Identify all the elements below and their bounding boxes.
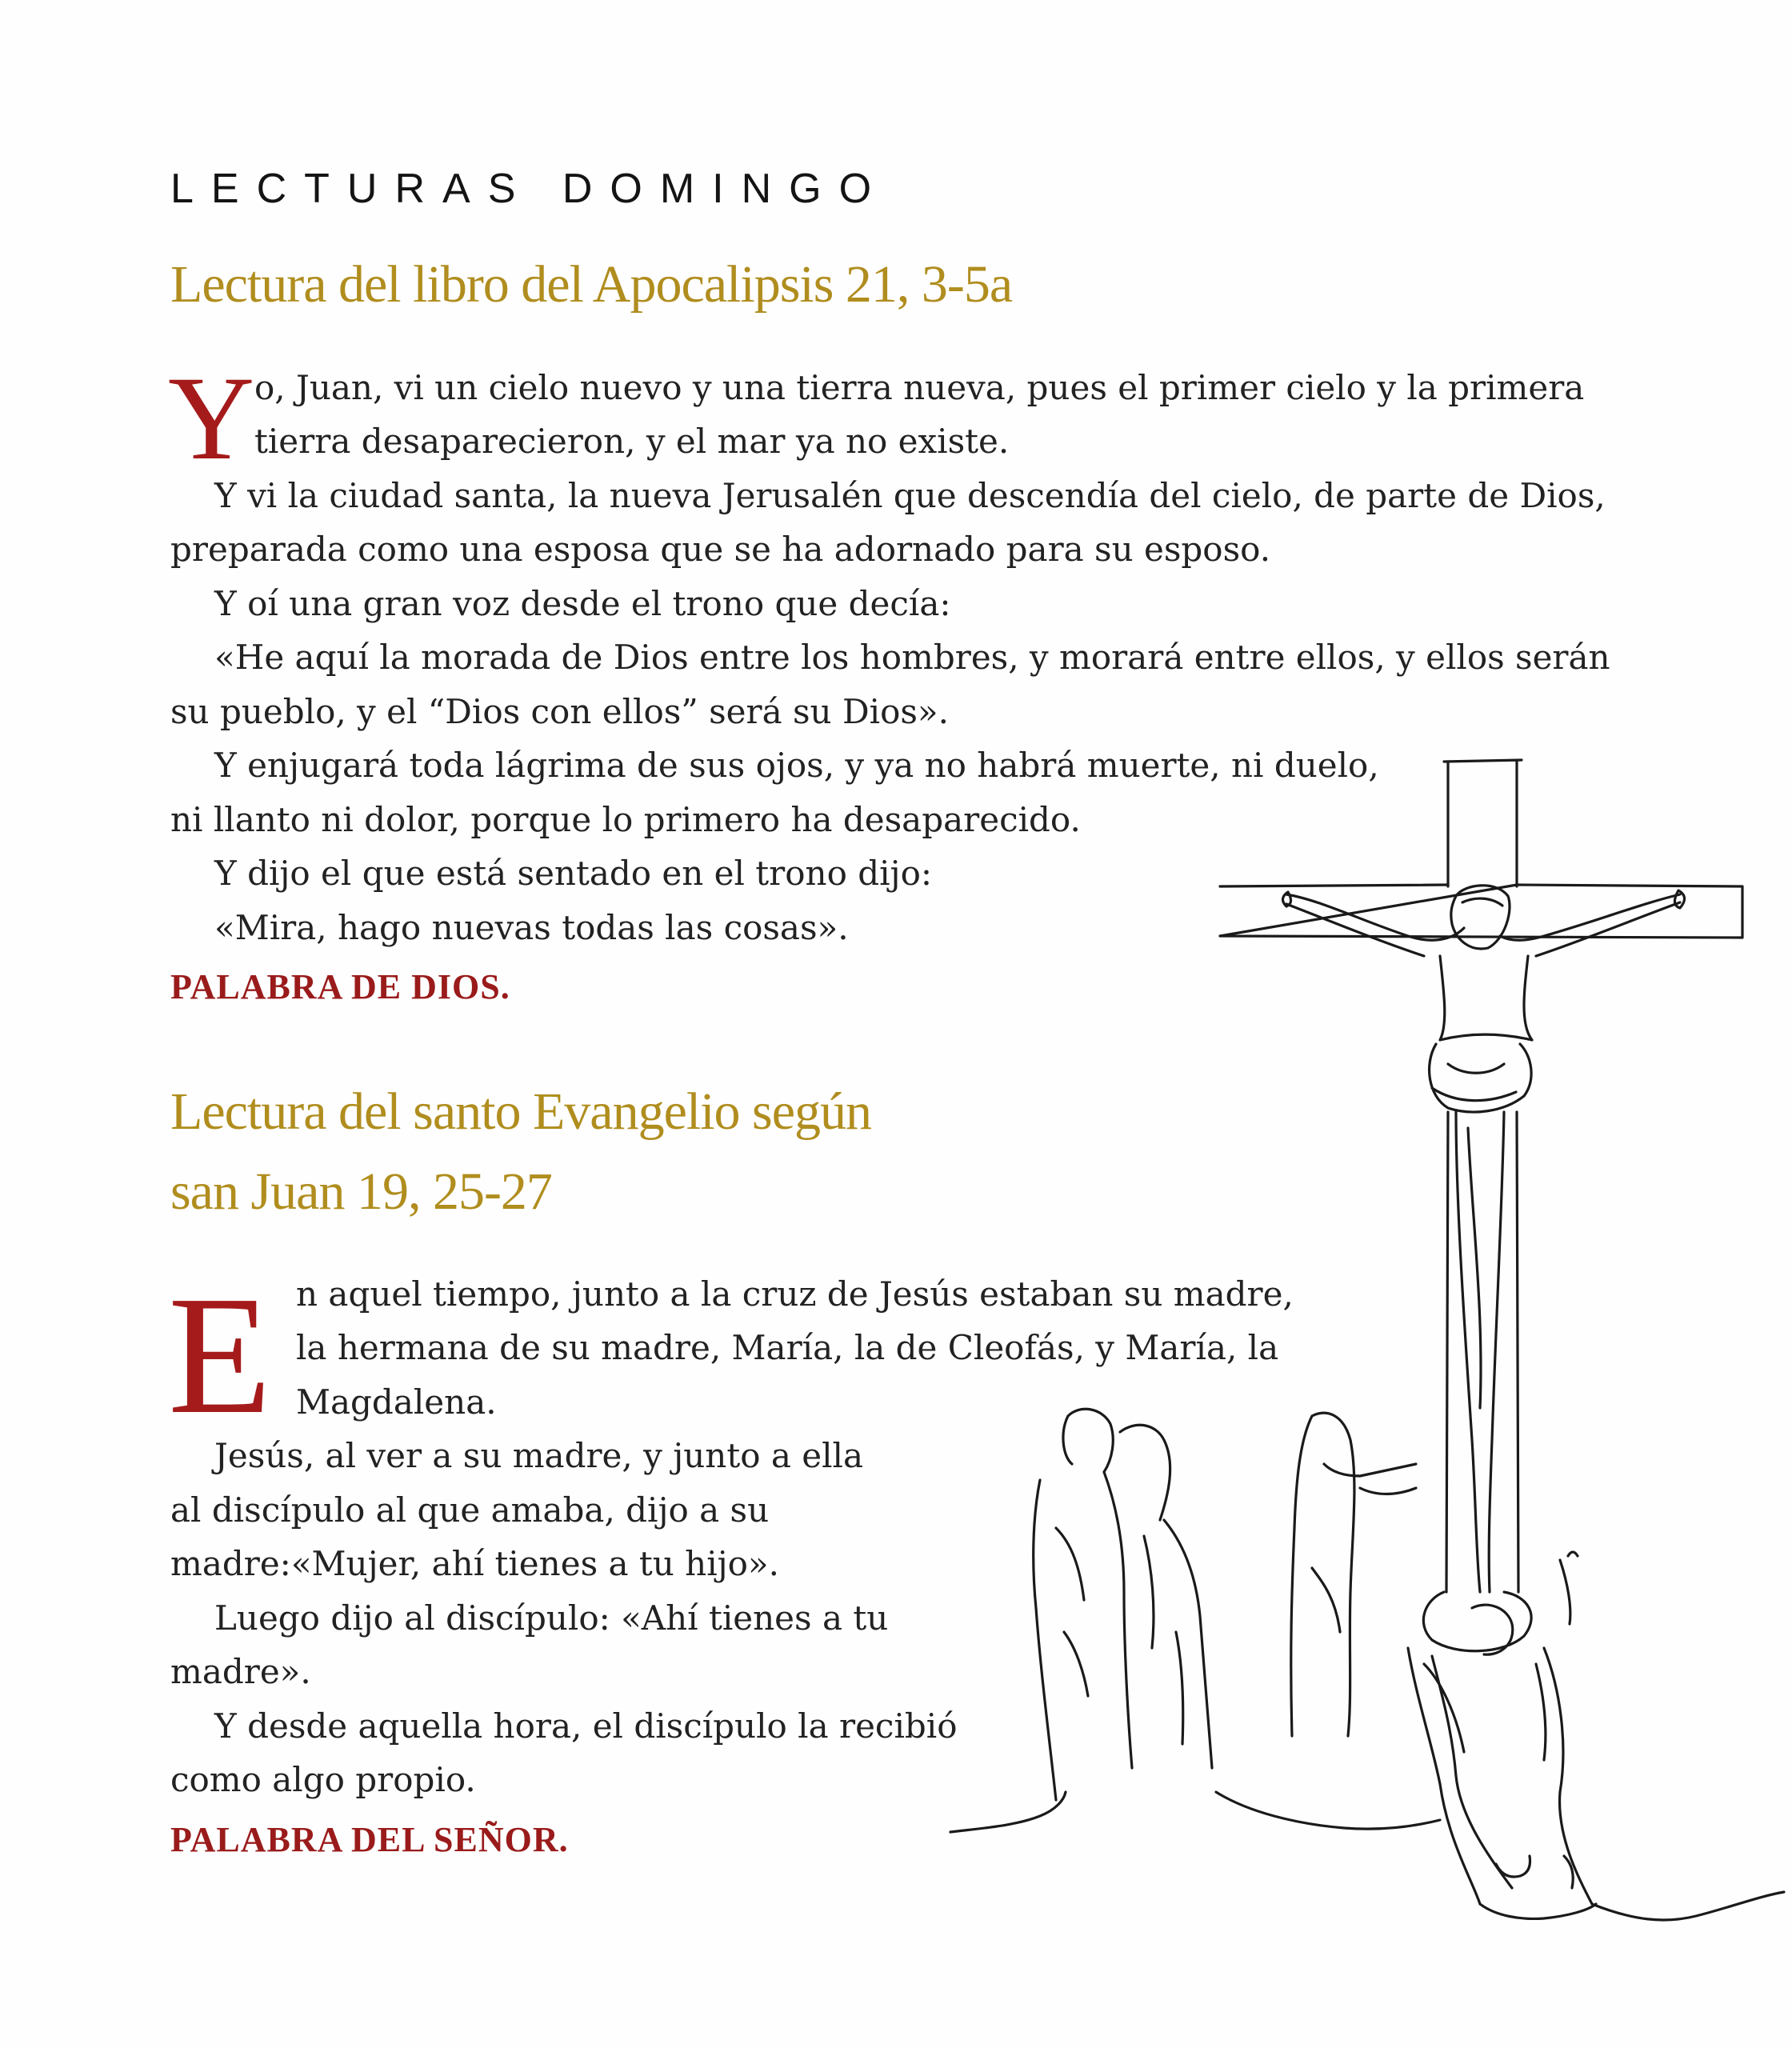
christ-arms <box>1286 894 1680 956</box>
reading2-dropcap: E <box>168 1261 272 1449</box>
reading1-line: o, Juan, vi un cielo nuevo y una tierra nueva, pues el primer cielo y la primera <box>254 368 1585 407</box>
reading2-line: Magdalena. <box>296 1382 497 1422</box>
reading1-closing: PALABRA DE DIOS. <box>170 967 510 1006</box>
reading2-title-line1: Lectura del santo Evangelio según <box>170 1082 872 1141</box>
reading1-line: su pueblo, y el “Dios con ellos” será su Dios». <box>170 692 949 731</box>
reading2-title-line2: san Juan 19, 25-27 <box>170 1162 552 1221</box>
reading1-line: «He aquí la morada de Dios entre los hombres, y morará entre ellos, y ellos serán <box>214 638 1610 677</box>
reading1-line: preparada como una esposa que se ha adornado para su esposo. <box>170 530 1271 569</box>
loincloth <box>1430 1044 1531 1112</box>
reading2-line: Luego dijo al discípulo: «Ahí tienes a tu <box>214 1598 889 1638</box>
reading2-closing: PALABRA DEL SEÑOR. <box>170 1820 569 1859</box>
cross-beam <box>1220 885 1742 938</box>
christ-legs <box>1456 1112 1504 1592</box>
cross-base <box>1408 1552 1592 1904</box>
reading2-line: al discípulo al que amaba, dijo a su <box>170 1490 770 1530</box>
reading2-line: Y desde aquella hora, el discípulo la recibió <box>214 1706 958 1746</box>
ground-line <box>950 1792 1784 1920</box>
reading1-line: tierra desaparecieron, y el mar ya no existe. <box>254 422 1010 461</box>
crucifixion-illustration <box>944 744 1792 2048</box>
reading1-dropcap: Y <box>168 352 255 485</box>
reading2-line: como algo propio. <box>170 1760 476 1799</box>
reading2-line: madre:«Mujer, ahí tienes a tu hijo». <box>170 1544 779 1583</box>
christ-torso <box>1440 956 1532 1040</box>
reading2-line: madre». <box>170 1652 311 1691</box>
reading1-line: Y oí una gran voz desde el trono que decía: <box>214 584 951 623</box>
reading1-line: «Mira, hago nuevas todas las cosas». <box>214 908 849 947</box>
reading1-line: Y vi la ciudad santa, la nueva Jerusalén que descendía del cielo, de parte de Dios, <box>214 476 1606 515</box>
veiled-woman <box>1291 1413 1416 1736</box>
reading1-title: Lectura del libro del Apocalipsis 21, 3-5a <box>170 255 1013 314</box>
reading1-line: ni llanto ni dolor, porque lo primero ha desaparecido. <box>170 800 1081 839</box>
reading2-line: la hermana de su madre, María, la de Cleofás, y María, la <box>296 1328 1279 1367</box>
reading1-line: Y enjugará toda lágrima de sus ojos, y ya no habrá muerte, ni duelo, <box>214 746 1379 785</box>
reading2-line: Jesús, al ver a su madre, y junto a ella <box>214 1436 863 1475</box>
section-label: LECTURAS DOMINGO <box>170 166 890 212</box>
reading1-line: Y dijo el que está sentado en el trono dijo: <box>214 854 933 893</box>
reading2-line: n aquel tiempo, junto a la cruz de Jesús estaban su madre, <box>296 1274 1294 1314</box>
cross-upright <box>1444 760 1522 886</box>
left-figure-group <box>1034 1409 1212 1800</box>
